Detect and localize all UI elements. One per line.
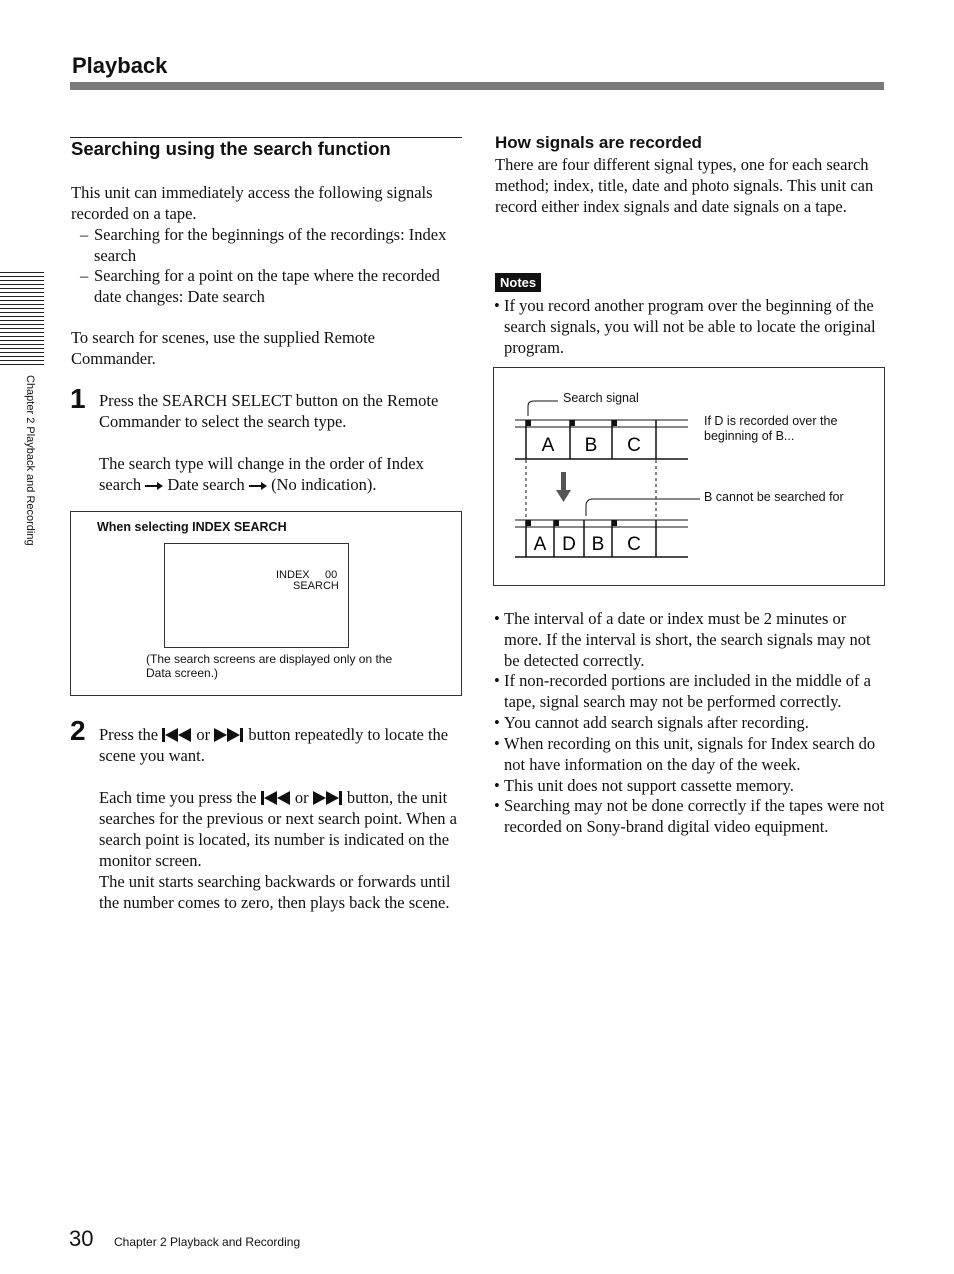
step-number: 2: [70, 715, 86, 746]
footer-chapter: Chapter 2 Playback and Recording: [114, 1235, 301, 1249]
list-item: – Searching for the beginnings of the recordings: Index search: [80, 225, 447, 265]
remote-paragraph: To search for scenes, use the supplied Remote Commander.: [71, 328, 376, 368]
chapter-tab-marker: [0, 272, 44, 368]
notes-badge: Notes: [495, 273, 541, 292]
tape-label: A: [533, 534, 547, 555]
cannot-search-label: B cannot be searched for: [704, 490, 844, 504]
list-item: – Searching for a point on the tape where the recorded date changes: Date search: [80, 266, 440, 306]
note-item: • Searching may not be done correctly if the tapes were not recorded on Sony-brand digital video equipment.: [494, 796, 885, 836]
subsection-title: How signals are recorded: [495, 133, 702, 152]
step-number: 1: [70, 383, 86, 414]
note-item: • This unit does not support cassette memory.: [494, 776, 794, 795]
previous-track-icon: [162, 726, 192, 740]
step-text: Press the SEARCH SELECT button on the Remote Commander to select the search type.: [99, 391, 439, 431]
previous-track-icon: [261, 789, 291, 803]
intro-paragraph: This unit can immediately access the following signals recorded on a tape.: [71, 183, 433, 223]
header-rule: [70, 82, 884, 90]
right-arrow-icon: [145, 482, 163, 490]
tape-label: D: [562, 534, 576, 555]
box-note: (The search screens are displayed only on the Data screen.): [146, 652, 393, 680]
note-item: • If you record another program over the beginning of the search signals, you will not be able to locate the original program.: [494, 296, 876, 357]
page-title: Playback: [72, 53, 168, 78]
note-item: • If non-recorded portions are included in the middle of a tape, signal search may not be performed correctly.: [494, 671, 871, 711]
right-arrow-icon: [249, 482, 267, 490]
search-signal-label: Search signal: [563, 391, 639, 405]
step-text: Each time you press the or button, the unit searches for the previous or next search point. When a search point is located, its number is indicated on the monitor screen. The unit starts searching backwards or forwards until the number comes to zero, then plays back the scene.: [99, 788, 457, 912]
overwrite-label: If D is recorded over the beginning of B...: [704, 414, 838, 443]
search-order-text: The search type will change in the order of Index search Date search (No indication).: [99, 454, 424, 494]
box-title: When selecting INDEX SEARCH: [97, 520, 287, 534]
chapter-side-label: Chapter 2 Playback and Recording: [24, 375, 36, 546]
step-text: Press the or button repeatedly to locate the scene you want.: [99, 725, 449, 765]
tape-label: C: [627, 435, 641, 456]
next-track-icon: [214, 726, 244, 740]
howto-paragraph: There are four different signal types, one for each search method; index, title, date and photo signals. This unit can record either index signals and date signals on a tape.: [495, 155, 874, 216]
tape-label: B: [584, 435, 598, 456]
osd-index-value: 00: [325, 569, 338, 581]
note-item: • The interval of a date or index must be 2 minutes or more. If the interval is short, the search signals may not be detected correctly.: [494, 609, 871, 670]
tape-label: A: [541, 435, 555, 456]
tape-label: C: [627, 534, 641, 555]
page-number: 30: [69, 1226, 94, 1251]
tape-label: B: [591, 534, 605, 555]
note-item: • You cannot add search signals after recording.: [494, 713, 809, 732]
osd-index-label: INDEX: [276, 569, 310, 581]
note-item: • When recording on this unit, signals for Index search do not have information on the day of the week.: [494, 734, 876, 774]
osd-search-label: SEARCH: [293, 580, 339, 592]
section-title: Searching using the search function: [71, 138, 391, 159]
monitor-screen: [164, 543, 349, 648]
next-track-icon: [313, 789, 343, 803]
signal-diagram: [494, 368, 884, 584]
